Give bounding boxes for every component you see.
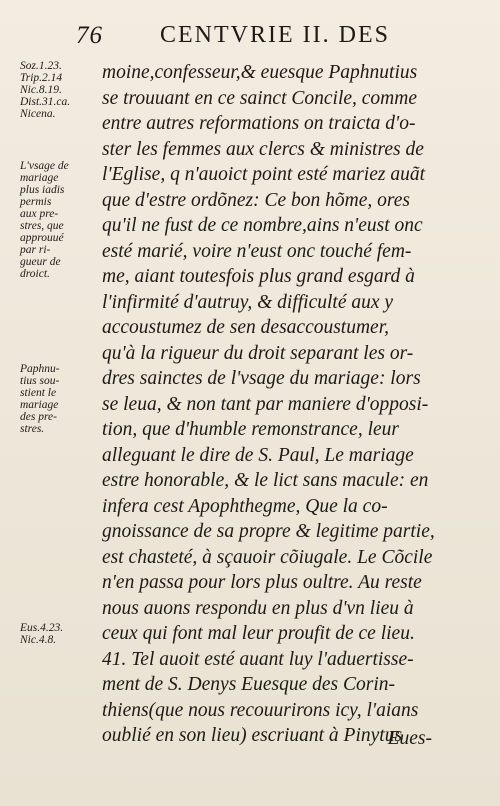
- text-line: 41. Tel auoit esté auant luy l'aduertisse-: [102, 648, 414, 670]
- text-line: n'en passa pour lors plus oultre. Au reste: [102, 572, 422, 593]
- text-line: oublié en son lieu) escriuant à Pinytus: [102, 725, 403, 746]
- catchword: Eues-: [387, 728, 432, 749]
- margin-note-eusebius: Eus.4.23. Nic.4.8.: [20, 622, 64, 646]
- text-line: l'infirmité d'autruy, & difficulté aux y: [102, 291, 394, 313]
- text-line: nous auons respondu en plus d'vn lieu à: [102, 597, 414, 619]
- text-line: se trouuant en ce sainct Concile, comme: [102, 87, 417, 109]
- page-number: 76: [76, 22, 103, 49]
- margin-note-marriage: L'vsage de mariage plus iadis permis aux pre- stres, que approuué par ri- gueur de droict.: [20, 160, 69, 280]
- margin-note-paphnutius: Paphnu- tius sou- stient le mariage des pre- stres.: [20, 363, 60, 435]
- text-line: dres sainctes de l'vsage du mariage: lors: [102, 368, 421, 389]
- text-line: alleguant le dire de S. Paul, Le mariage: [102, 444, 414, 466]
- text-line: ceux qui font mal leur proufit de ce lieu.: [102, 623, 415, 644]
- text-line: qu'il ne fust de ce nombre,ains n'eust onc: [102, 215, 423, 236]
- text-line: est chasteté, à sçauoir cõiugale. Le Cõcile: [102, 546, 433, 568]
- text-line: ster les femmes aux clercs & ministres de: [102, 138, 424, 160]
- body-text: [102, 60, 457, 749]
- text-line: se leua, & non tant par maniere d'opposi-: [102, 393, 429, 415]
- text-line: estre honorable, & le lict sans macule: en: [102, 470, 429, 491]
- text-line: qu'à la rigueur du droit separant les or-: [102, 342, 414, 364]
- page-header: [0, 22, 500, 58]
- text-line: que d'estre ordõnez: Ce bon hõme, ores: [102, 189, 410, 211]
- text-line: tion, que d'humble remonstrance, leur: [102, 419, 399, 440]
- text-line: thiens(que nous recouurirons icy, l'aians: [102, 699, 419, 721]
- text-line: entre autres reformations on traicta d'o-: [102, 113, 416, 134]
- text-line: me, aiant toutesfois plus grand esgard à: [102, 266, 415, 287]
- margin-note-references: Soz.1.23. Trip.2.14 Nic.8.19. Dist.31.ca. Nicena.: [20, 60, 71, 120]
- running-title: CENTVRIE II. DES: [160, 22, 390, 48]
- text-line: esté marié, voire n'eust onc touché fem-: [102, 240, 412, 262]
- text-line: ment de S. Denys Euesque des Corin-: [102, 674, 395, 695]
- text-line: l'Eglise, q n'auoict point esté mariez auãt: [102, 164, 426, 185]
- text-line: infera cest Apophthegme, Que la co-: [102, 495, 388, 517]
- text-line: gnoissance de sa propre & legitime partie,: [102, 521, 435, 542]
- text-line: moine,confesseur,& euesque Paphnutius: [102, 62, 418, 83]
- text-line: accoustumez de sen desaccoustumer,: [102, 317, 390, 338]
